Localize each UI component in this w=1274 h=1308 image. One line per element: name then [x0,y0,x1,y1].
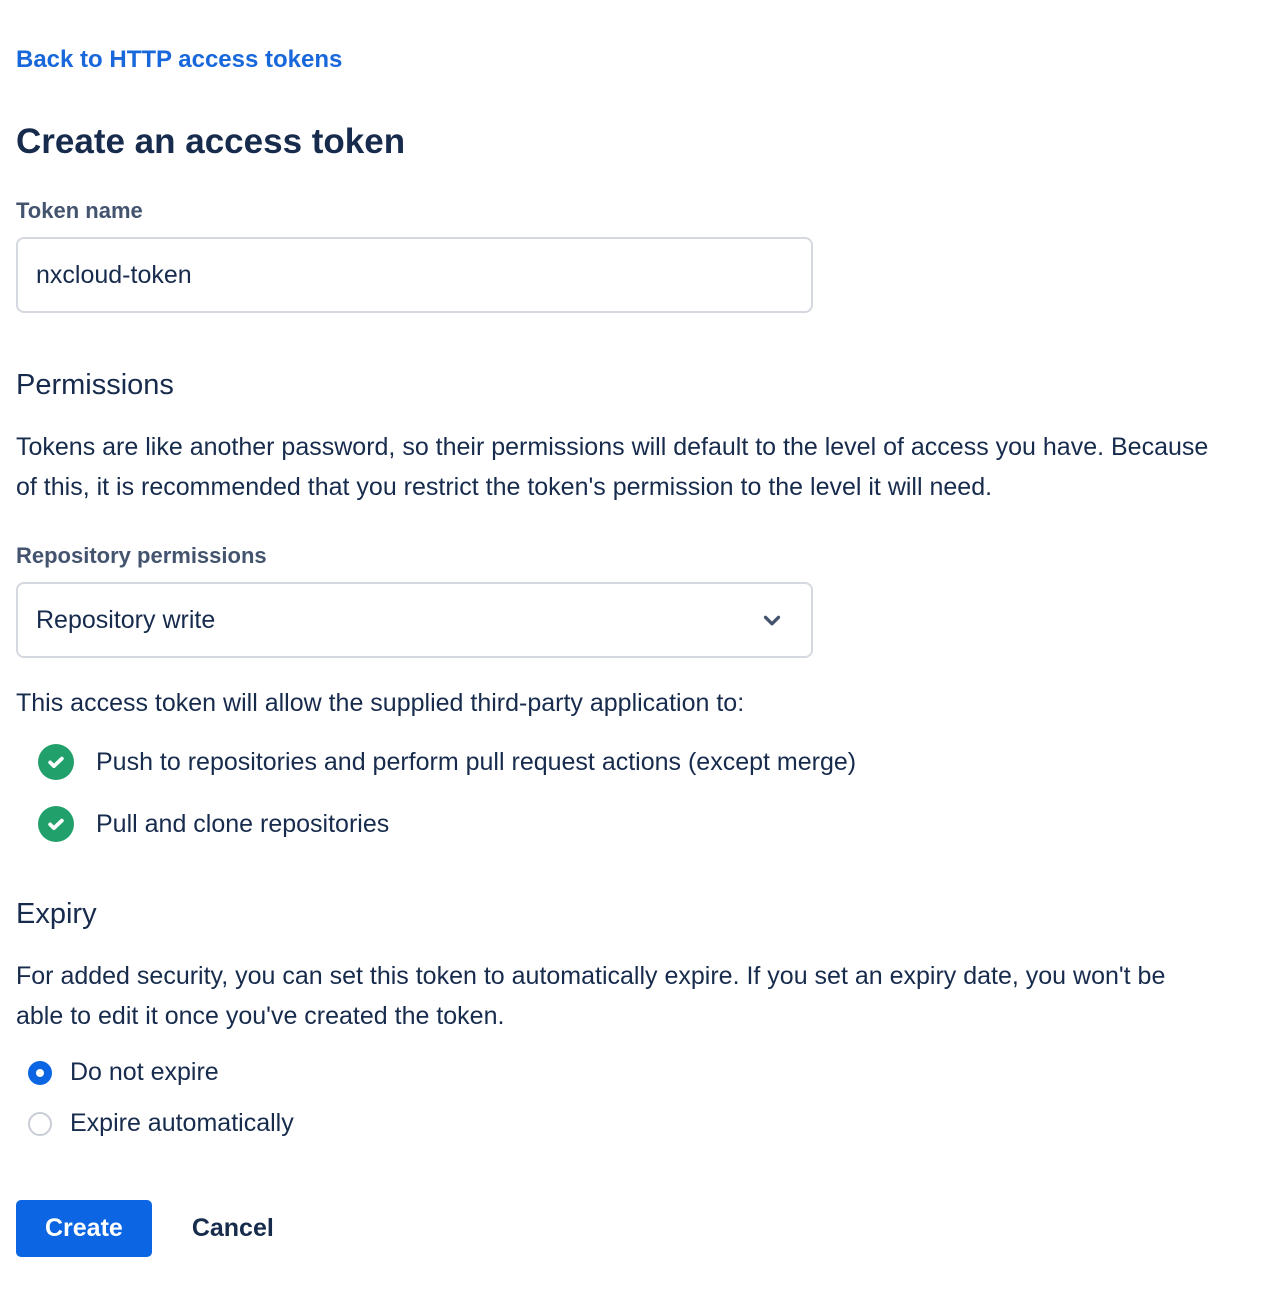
capability-list [16,744,1258,842]
radio-option-expire-automatically[interactable] [28,1109,1258,1138]
radio-option-label: Do not expire [70,1058,219,1086]
check-circle-icon [38,806,74,842]
permissions-heading: Permissions [16,369,174,401]
token-allow-intro: This access token will allow the supplied third-party application to: [16,689,745,717]
capability-label: Pull and clone repositories [96,809,390,838]
token-name-label: Token name [16,198,143,223]
chevron-down-icon [759,607,785,633]
radio-option-label: Expire automatically [70,1109,294,1137]
capability-item [38,744,1258,780]
token-name-input[interactable] [16,237,813,313]
capability-item [38,806,1258,842]
radio-button[interactable] [28,1061,52,1085]
radio-dot [36,1069,44,1077]
page-title: Create an access token [16,122,406,161]
expiry-description: For added security, you can set this token to automatically expire. If you set an expiry date, you won't be able to edit it once you've created the token. [16,962,1166,1030]
capability-label: Push to repositories and perform pull request actions (except merge) [96,747,857,776]
repository-permissions-select[interactable] [16,582,813,658]
form-actions [16,1200,1258,1257]
expiry-radio-group [16,1058,1258,1138]
create-button[interactable]: Create [16,1200,152,1257]
back-to-http-access-tokens-link[interactable]: Back to HTTP access tokens [16,46,343,73]
repository-permissions-selected-value: Repository write [36,605,216,634]
permissions-description: Tokens are like another password, so their permissions will default to the level of access you have. Because of this, it is recommended that you restrict the token's permission to the level it will need. [16,433,1209,501]
repository-permissions-label: Repository permissions [16,543,267,568]
check-circle-icon [38,744,74,780]
cancel-button[interactable]: Cancel [176,1200,290,1257]
radio-button[interactable] [28,1112,52,1136]
radio-option-do-not-expire[interactable] [28,1058,1258,1087]
expiry-heading: Expiry [16,898,97,930]
